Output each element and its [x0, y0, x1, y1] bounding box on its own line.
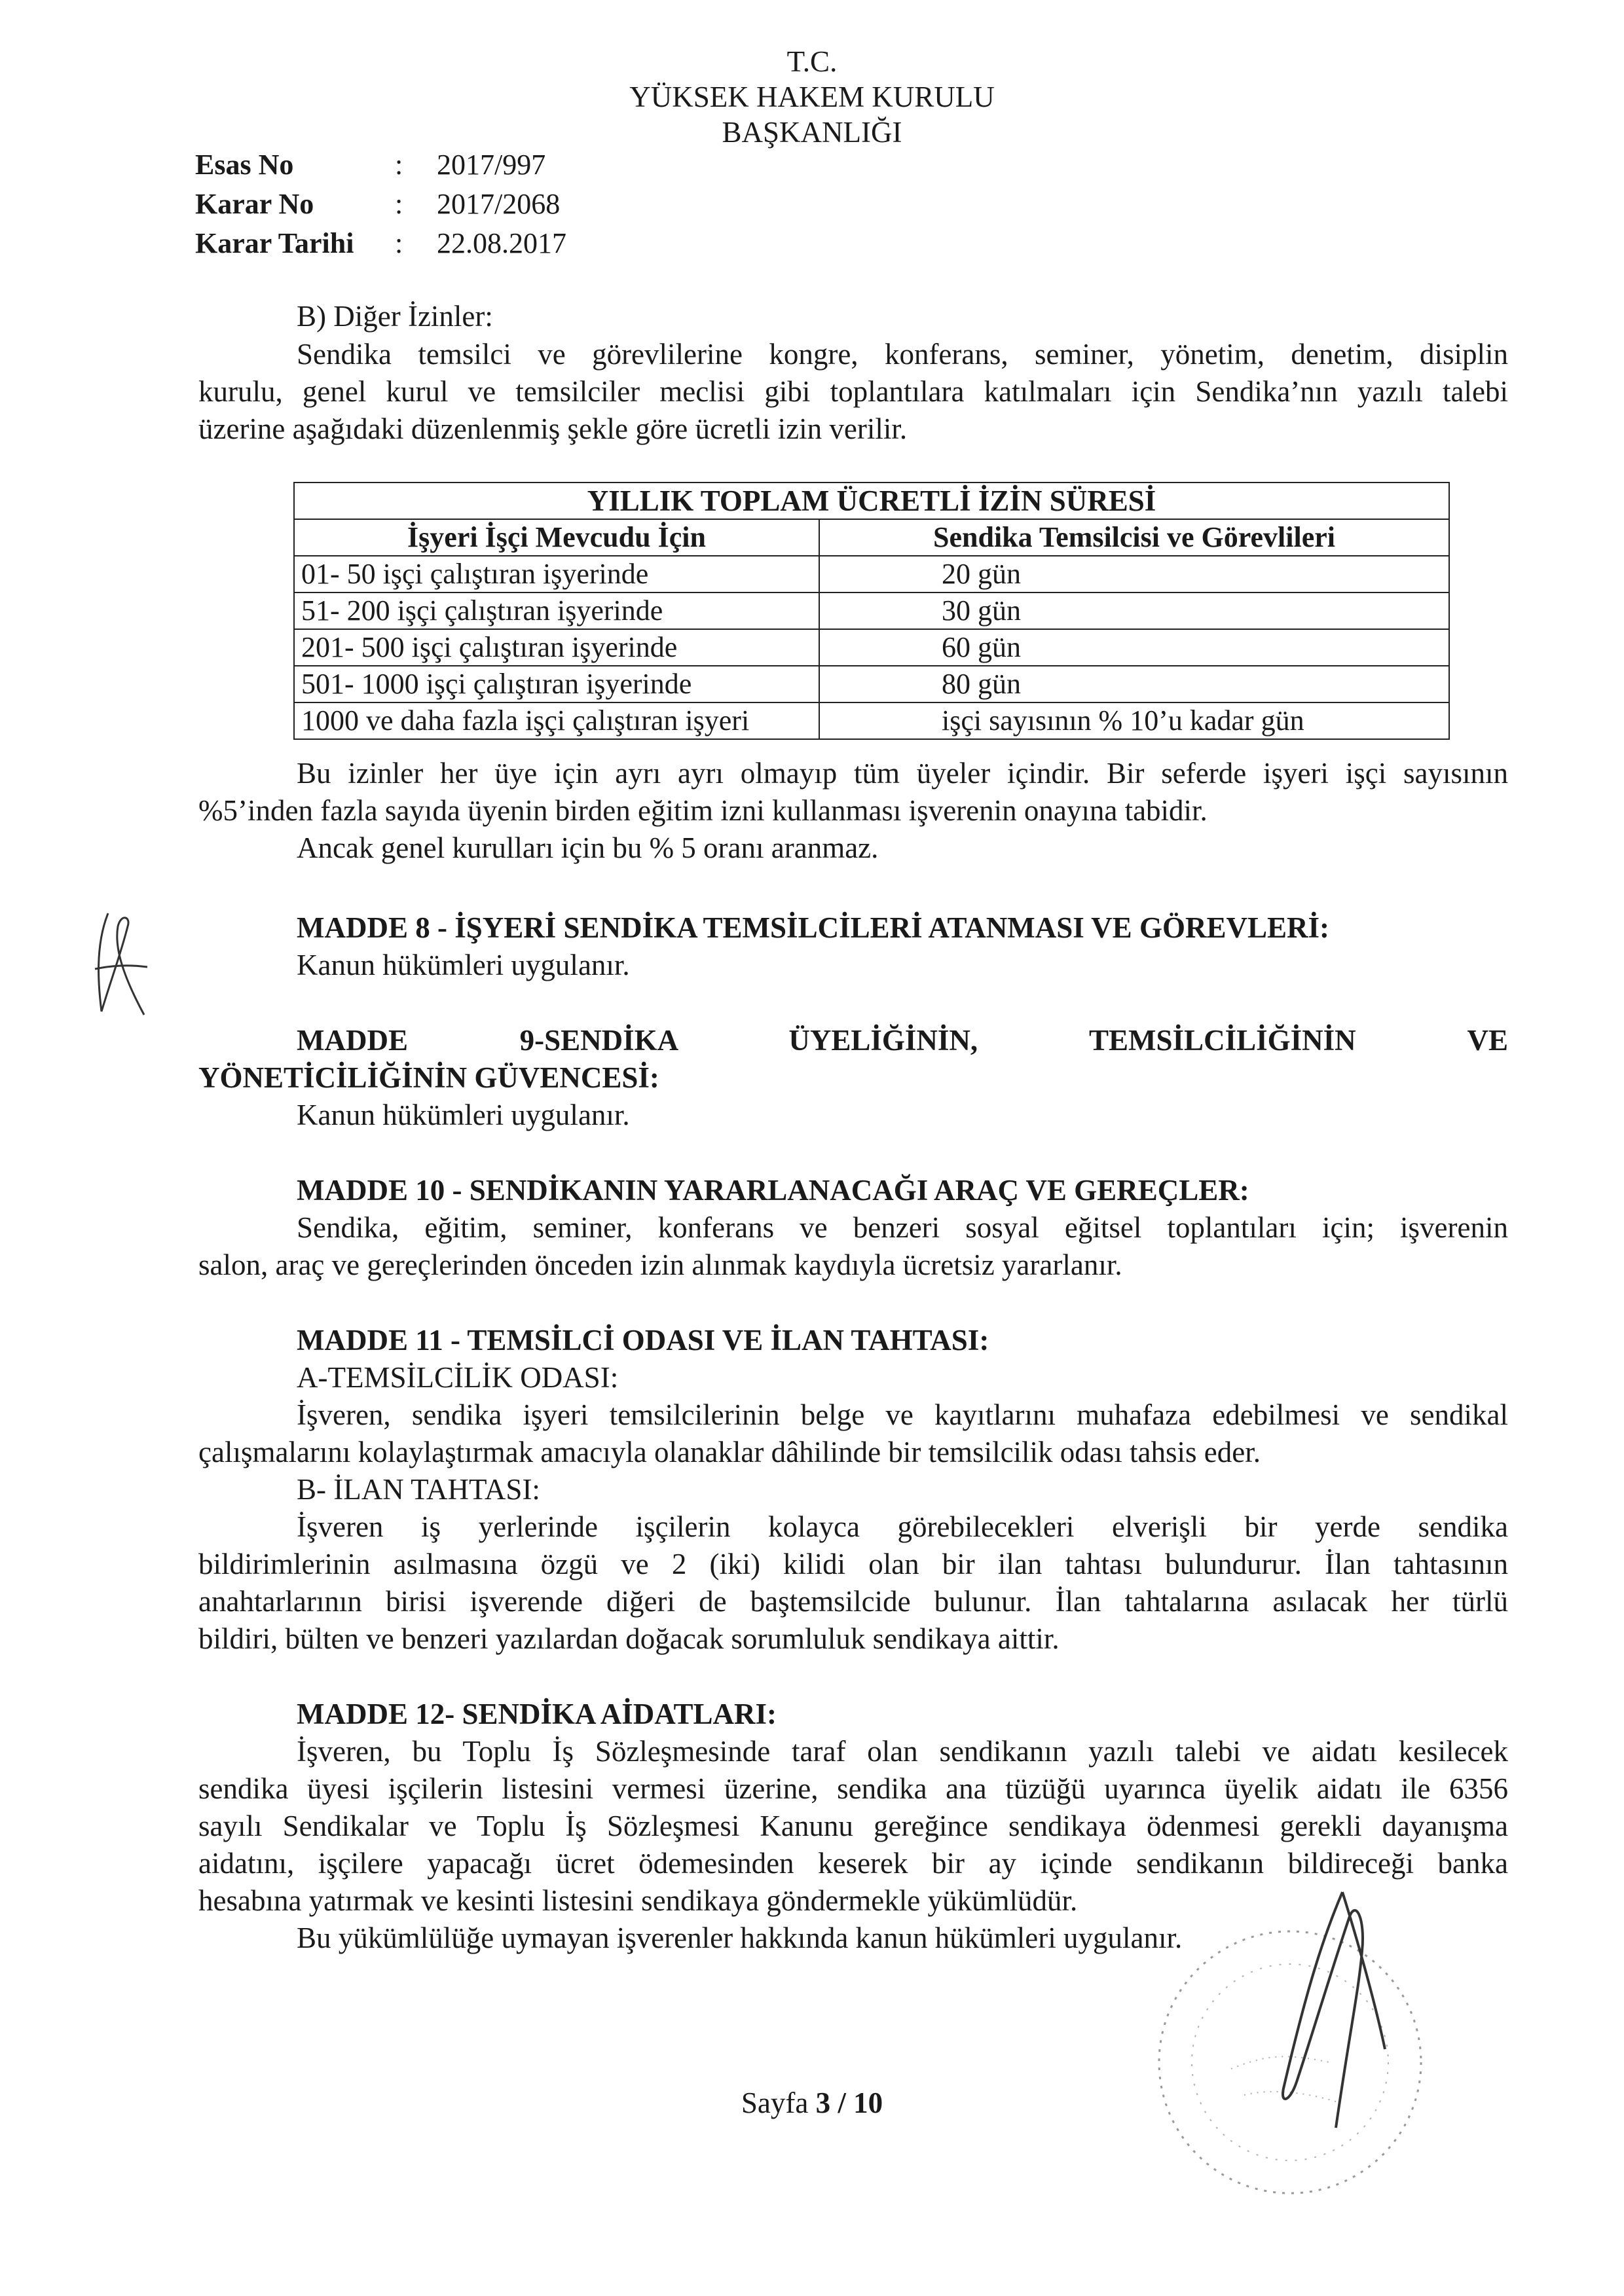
- table-row: [294, 702, 1449, 739]
- meta-esas: Esas No : 2017/997: [195, 149, 546, 181]
- madde8-title: MADDE 8 - İŞYERİ SENDİKA TEMSİLCİLERİ ATANMASI VE GÖREVLERİ:: [297, 911, 1329, 944]
- table-cell: 80 gün: [819, 666, 1449, 702]
- section-b-line: Sendika temsilci ve görevlilerine kongre, konferans, seminer, yönetim, denetim, disiplin: [297, 338, 1508, 371]
- table-cell: işçi sayısının % 10’u kadar gün: [819, 702, 1449, 739]
- madde11-b-line: bildirimlerinin asılmasına özgü ve 2 (iki) kilidi olan bir ilan tahtası bulundurur. İlan tahtasının: [198, 1548, 1508, 1580]
- table-cell: 201- 500 işçi çalıştıran işyerinde: [294, 629, 819, 666]
- page-number: 3 / 10: [815, 2086, 883, 2119]
- meta-karar: Karar No : 2017/2068: [195, 188, 561, 220]
- madde10-line: salon, araç ve gereçlerinden önceden izin alınmak kaydıyla ücretsiz yararlanır.: [198, 1248, 1122, 1281]
- section-b-title: B) Diğer İzinler:: [297, 300, 493, 333]
- after-table-line: %5’inden fazla sayıda üyenin birden eğitim izni kullanması işverenin onayına tabidir.: [198, 794, 1208, 827]
- madde10-line: Sendika, eğitim, seminer, konferans ve benzeri sosyal eğitsel toplantıları için; işverenin: [297, 1211, 1508, 1244]
- madde12-line: sendika üyesi işçilerin listesini vermesi üzerine, sendika ana tüzüğü uyarınca üyelik aidatı ile 6356: [198, 1772, 1508, 1805]
- header-presidency: BAŞKANLIĞI: [722, 116, 902, 149]
- meta-tarih: Karar Tarihi : 22.08.2017: [195, 227, 566, 259]
- table-cell: 01- 50 işçi çalıştıran işyerinde: [294, 556, 819, 592]
- after-table-line: Bu izinler her üye için ayrı ayrı olmayıp tüm üyeler içindir. Bir seferde işyeri işçi sayısının: [297, 757, 1508, 790]
- table-row: [294, 629, 1449, 666]
- madde12-title: MADDE 12- SENDİKA AİDATLARI:: [297, 1698, 777, 1730]
- madde10-title: MADDE 10 - SENDİKANIN YARARLANACAĞI ARAÇ VE GEREÇLER:: [297, 1174, 1249, 1207]
- madde11-sub-b: B- İLAN TAHTASI:: [297, 1473, 540, 1506]
- table-row: [294, 666, 1449, 702]
- section-b-line: üzerine aşağıdaki düzenlenmiş şekle göre ücretli izin verilir.: [198, 412, 908, 445]
- table-cell: 51- 200 işçi çalıştıran işyerinde: [294, 592, 819, 629]
- margin-initials: [82, 907, 160, 1018]
- table-cell: 60 gün: [819, 629, 1449, 666]
- footer-prefix: Sayfa: [741, 2086, 816, 2119]
- leave-table: [293, 482, 1450, 740]
- madde8-body: Kanun hükümleri uygulanır.: [297, 949, 630, 981]
- header-court: YÜKSEK HAKEM KURULU: [629, 81, 995, 113]
- table-header-col2: Sendika Temsilcisi ve Görevlileri: [819, 519, 1449, 556]
- madde12-line: İşveren, bu Toplu İş Sözleşmesinde taraf olan sendikanın yazılı talebi ve aidatı kesilecek: [297, 1735, 1508, 1768]
- table-cell: 1000 ve daha fazla işçi çalıştıran işyeri: [294, 702, 819, 739]
- table-title: YILLIK TOPLAM ÜCRETLİ İZİN SÜRESİ: [294, 483, 1449, 519]
- case-meta: [195, 145, 566, 263]
- table-row: [294, 592, 1449, 629]
- madde11-b-line: bildiri, bülten ve benzeri yazılardan doğacak sorumluluk sendikaya aittir.: [198, 1622, 1060, 1655]
- madde12-line: aidatını, işçilere yapacağı ücret ödemesinden keserek bir ay içinde sendikanın bildireceği banka: [198, 1847, 1508, 1880]
- madde11-b-line: anahtarlarının birisi işverende diğeri de baştemsilcide bulunur. İlan tahtalarına asılacak her türlü: [198, 1585, 1508, 1618]
- madde9-body: Kanun hükümleri uygulanır.: [297, 1099, 630, 1131]
- madde12-line: hesabına yatırmak ve kesinti listesini sendikaya göndermekle yükümlüdür.: [198, 1884, 1078, 1917]
- section-b-line: kurulu, genel kurul ve temsilciler meclisi gibi toplantılara katılmaları için Sendika’nın yazılı talebi: [198, 375, 1508, 408]
- madde9-title-line1: MADDE 9-SENDİKA ÜYELİĞİNİN, TEMSİLCİLİĞİNİN VE: [297, 1024, 1508, 1057]
- table-row: [294, 556, 1449, 592]
- table-cell: 20 gün: [819, 556, 1449, 592]
- madde11-b-line: İşveren iş yerlerinde işçilerin kolayca görebilecekleri elverişli bir yerde sendika: [297, 1510, 1508, 1543]
- after-table-line: Ancak genel kurulları için bu % 5 oranı aranmaz.: [297, 831, 879, 864]
- table-cell: 501- 1000 işçi çalıştıran işyerinde: [294, 666, 819, 702]
- madde11-a-line: çalışmalarını kolaylaştırmak amacıyla olanaklar dâhilinde bir temsilcilik odası tahsis eder.: [198, 1436, 1261, 1468]
- madde12-last: Bu yükümlülüğe uymayan işverenler hakkında kanun hükümleri uygulanır.: [297, 1922, 1183, 1954]
- madde11-title: MADDE 11 - TEMSİLCİ ODASI VE İLAN TAHTASI:: [297, 1324, 989, 1357]
- header-tc: T.C.: [786, 45, 838, 78]
- table-cell: 30 gün: [819, 592, 1449, 629]
- madde11-a-line: İşveren, sendika işyeri temsilcilerinin belge ve kayıtlarını muhafaza edebilmesi ve sendikal: [297, 1398, 1508, 1431]
- page-footer: [0, 2085, 1624, 2121]
- madde9-title-line2: YÖNETİCİLİĞİNİN GÜVENCESİ:: [198, 1061, 659, 1094]
- table-header-col1: İşyeri İşçi Mevcudu İçin: [294, 519, 819, 556]
- madde11-sub-a: A-TEMSİLCİLİK ODASI:: [297, 1361, 619, 1394]
- madde12-line: sayılı Sendikalar ve Toplu İş Sözleşmesi Kanunu gereğince sendikaya ödenmesi gerekli dayanışma: [198, 1810, 1508, 1842]
